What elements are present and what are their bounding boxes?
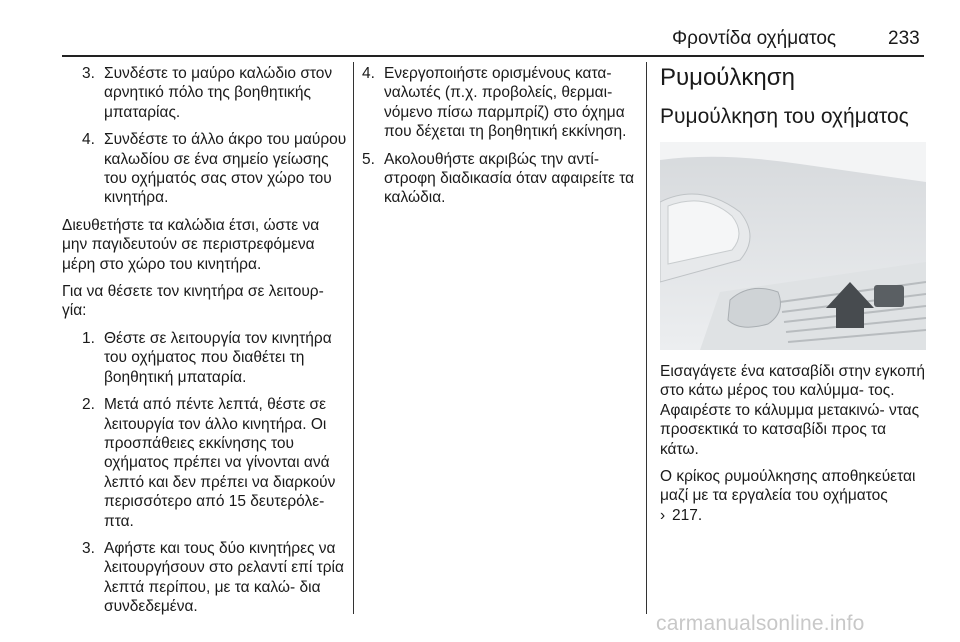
column-divider-2 xyxy=(646,62,647,614)
column-1 xyxy=(62,64,348,625)
list-item xyxy=(62,64,348,122)
page-header xyxy=(0,0,960,60)
paragraph: Εισαγάγετε ένα κατσαβίδι στην εγκοπή στο κάτω μέρος του καλύμμα- τος. Αφαιρέστε το κάλυμμα μετακινώ- ντας προσεκτικά το κατσαβίδι προς τα κάτω. xyxy=(660,363,925,458)
paragraph: Για να θέσετε τον κινητήρα σε λειτουρ- γία: xyxy=(62,283,324,320)
paragraph: Διευθετήστε τα καλώδια έτσι, ώστε να μην παγιδευτούν σε περιστρεφόμενα μέρη στο χώρο του κινητήρα. xyxy=(62,216,320,273)
section-title: Ρυμούλκηση xyxy=(660,64,795,91)
item-number: 3. xyxy=(82,65,95,82)
bumper-illustration-svg xyxy=(660,142,926,350)
column-divider-1 xyxy=(353,62,354,614)
item-text: Ακολουθήστε ακριβώς την αντί- στροφη διαδικασία όταν αφαιρείτε τα καλώδια. xyxy=(384,150,635,207)
column-2 xyxy=(362,64,638,216)
item-text: Ενεργοποιήστε ορισμένους κατα- ναλωτές (π.χ. προβολείς, θερμαι- νόμενο πίσω παρμπρίζ) στο όχημα που δέχεται τη βοηθητική εκκίνηση. xyxy=(384,65,627,141)
list-item xyxy=(62,329,348,387)
list-item xyxy=(62,130,348,208)
item-text: Αφήστε και τους δύο κινητήρες να λειτουργήσουν στο ρελαντί επί τρία λεπτά περίπου, με τα καλώ- δια συνδεδεμένα. xyxy=(104,539,344,616)
subsection-title: Ρυμούλκηση του οχήματος xyxy=(660,105,909,128)
paragraph-text: Ο κρίκος ρυμούλκησης αποθηκεύεται μαζί με τα εργαλεία του οχήματος xyxy=(660,468,916,505)
item-number: 2. xyxy=(82,396,95,414)
item-text: Συνδέστε το μαύρο καλώδιο στον αρνητικό πόλο της βοηθητικής μπαταρίας. xyxy=(104,65,333,121)
column-3 xyxy=(660,64,926,525)
page-reference-icon: › xyxy=(660,506,666,524)
item-number: 4. xyxy=(362,65,375,82)
header-rule xyxy=(62,55,924,57)
item-number: 5. xyxy=(362,150,375,168)
list-item xyxy=(62,395,348,531)
item-number: 3. xyxy=(82,539,95,557)
page-number: 233 xyxy=(888,28,920,49)
header-title: Φροντίδα οχήματος xyxy=(672,28,837,49)
steps-list-a xyxy=(62,64,348,208)
watermark: carmanualsonline.info xyxy=(656,612,865,635)
item-text: Συνδέστε το άλλο άκρο του μαύρου καλωδίου σε ένα σημείο γείωσης του οχήματός σας στον χώρο του κινητήρα. xyxy=(104,131,347,207)
steps-list-c xyxy=(362,64,638,208)
list-item xyxy=(362,150,638,208)
item-text: Θέστε σε λειτουργία τον κινητήρα του οχήματος που διαθέτει τη βοηθητική μπαταρία. xyxy=(104,329,332,386)
list-item xyxy=(362,64,638,142)
paragraph xyxy=(660,467,926,525)
steps-list-b xyxy=(62,329,348,617)
list-item xyxy=(62,539,348,617)
item-number: 1. xyxy=(82,329,95,347)
item-number: 4. xyxy=(82,131,95,149)
item-text: Μετά από πέντε λεπτά, θέστε σε λειτουργία τον άλλο κινητήρα. Οι προσπάθειες εκκίνησης του οχήματος πρέπει να γίνονται ανά λεπτό και δεν πρέπει να διαρκούν περισσότερο από 15 δευτερόλε- πτα. xyxy=(104,396,336,530)
page-reference[interactable]: 217. xyxy=(672,506,703,524)
towing-cover-illustration xyxy=(660,142,926,350)
